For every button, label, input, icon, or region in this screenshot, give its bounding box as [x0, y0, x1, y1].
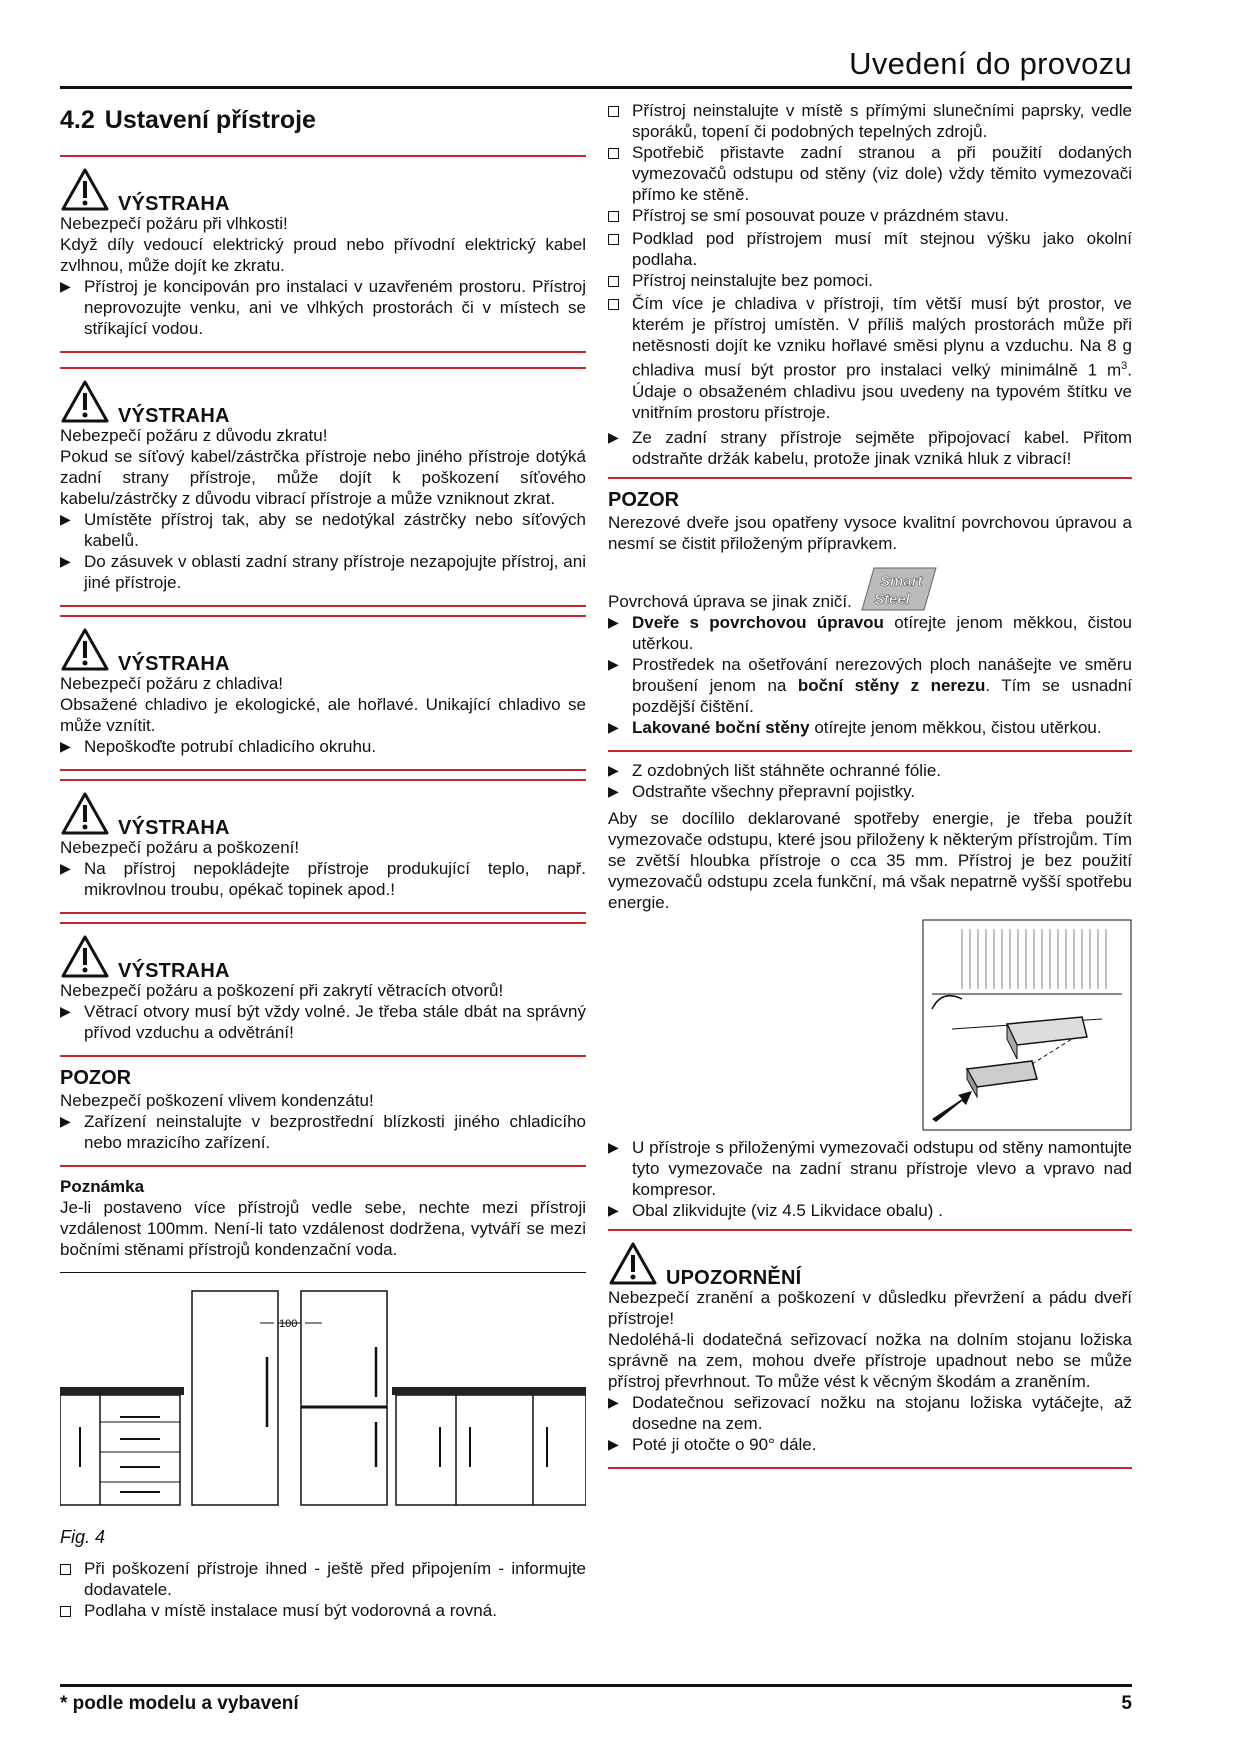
list-item: ▶ Ze zadní strany přístroje sejměte připojovací kabel. Přitom odstraňte držák kabelu, protože jinak vzniká hluk z vibrací! [608, 427, 1132, 468]
checkbox-icon [608, 234, 619, 245]
section-number: 4.2 [60, 106, 95, 134]
warning-subtitle: Nebezpečí požáru a poškození! [60, 838, 300, 857]
note-label: Poznámka [60, 1177, 145, 1196]
arrow-icon: ▶ [608, 1138, 619, 1155]
page-footer [60, 1684, 1132, 1715]
list-item: ▶ Větrací otvory musí být vždy volné. Je třeba stále dbát na správný přívod vzduchu a odvětrání! [60, 1002, 586, 1042]
arrow-icon: ▶ [608, 718, 619, 735]
notice-text: Nedoléhá-li dodatečná seřizovací nožka na dolním stojanu ložiska správně na zem, mohou dveře přístroje upadnout nebo se může přístroj převrhnout. To může vést k věcným škodám a zraněním. [608, 1329, 1132, 1391]
right-column [608, 100, 1132, 1469]
caution-subtitle: Nebezpečí poškození vlivem kondenzátu! [60, 1091, 374, 1110]
list-item: ▶ Zařízení neinstalujte v bezprostřední blízkosti jiného chladicího nebo mrazicího zařízení. [60, 1112, 586, 1152]
list-item: ▶ U přístroje s přiloženými vymezovači odstupu od stěny namontujte tyto vymezovače na zadní stranu přístroje vlevo a vpravo nad kompresor. [608, 1137, 1132, 1199]
arrow-icon: ▶ [608, 761, 619, 778]
note-text: Je-li postaveno více přístrojů vedle sebe, nechte mezi přístroji vzdálenost 100mm. Není-li tato vzdálenost dodržena, vytváří se mezi bočními stěnami přístrojů kondenzační voda. [60, 1198, 586, 1259]
checkbox-icon [60, 1606, 71, 1617]
arrow-icon: ▶ [60, 1113, 71, 1129]
list-item: ▶ Umístěte přístroj tak, aby se nedotýkal zástrčky nebo síťových kabelů. [60, 510, 586, 550]
warning-text: Obsažené chladivo je ekologické, ale hořlavé. Unikající chladivo se může vznítit. [60, 695, 586, 735]
arrow-icon: ▶ [608, 428, 619, 445]
section-title-text: Ustavení přístroje [104, 106, 316, 134]
notice-subtitle: Nebezpečí zranění a poškození v důsledku převržení a pádu dveří přístroje! [608, 1287, 1132, 1328]
caution-box: POZOR Nerezové dveře jsou opatřeny vysoce kvalitní povrchovou úpravou a nesmí se čistit přiloženým přípravkem. Povrchová úprava se jinak zničí. Smart Steel ▶ Dveře s povrchovou úpravou otírejte jenom měkkou, čistou utěrkou. ▶ Prostředek na ošetřování nerezových ploch nanášejte ve směru broušení jenom na boční stěny z nerezu. Tím se usnadní pozdější čištění. ▶ Lakované boční stěny otírejte jenom měkkou, čistou utěrkou. [608, 488, 1132, 737]
divider [608, 1467, 1132, 1469]
svg-text:Smart: Smart [880, 572, 923, 590]
list-item: ▶ Přístroj je koncipován pro instalaci v uzavřeném prostoru. Přístroj neprovozujte venku, ani ve vlhkých prostorách či v místech se stříkající vodou. [60, 277, 586, 338]
figure-caption: Fig. 4 [60, 1527, 106, 1547]
spacer-illustration [922, 919, 1132, 1131]
left-column [60, 100, 586, 1623]
warning-triangle-icon [60, 627, 110, 673]
page-number: 5 [1121, 1693, 1132, 1714]
caution-box [60, 1057, 586, 1165]
warning-box [60, 369, 586, 605]
list-item: ▶ Nepoškoďte potrubí chladicího okruhu. [60, 737, 377, 756]
warning-label: VÝSTRAHA [118, 405, 230, 427]
list-item: ▶ Do zásuvek v oblasti zadní strany přístroje nezapojujte přístroj, ani jiné přístroje. [60, 552, 586, 592]
arrow-icon: ▶ [60, 278, 71, 294]
figure-appliances [60, 1287, 586, 1517]
warning-box [60, 617, 586, 769]
warning-text: Když díly vedoucí elektrický proud nebo přívodní elektrický kabel zvlhnou, může dojít ke zkratu. [60, 235, 586, 275]
list-item: ▶ Dveře s povrchovou úpravou otírejte jenom měkkou, čistou utěrkou. [608, 612, 1132, 653]
warning-label: VÝSTRAHA [118, 960, 230, 982]
warning-label: VÝSTRAHA [118, 193, 230, 215]
arrow-icon: ▶ [60, 738, 71, 754]
svg-text:Steel: Steel [874, 590, 911, 608]
page-header [60, 30, 1132, 89]
checklist-item: Přístroj neinstalujte bez pomoci. [608, 270, 1132, 293]
caution-text: Nerezové dveře jsou opatřeny vysoce kvalitní povrchovou úpravou a nesmí se čistit přiloženým přípravkem. [608, 512, 1132, 553]
arrow-icon: ▶ [608, 1435, 619, 1452]
warning-label: VÝSTRAHA [118, 817, 230, 839]
chapter-title: Uvedení do provozu [849, 46, 1132, 81]
list-item: ▶ Obal zlikvidujte (viz 4.5 Likvidace obalu) . [608, 1200, 943, 1220]
arrow-icon: ▶ [60, 553, 71, 569]
checklist-item: Při poškození přístroje ihned - ještě před připojením - informujte dodavatele. [60, 1558, 586, 1600]
checklist-item: Spotřebič přistavte zadní stranou a při použití dodaných vymezovačů odstupu od stěny (viz dole) vždy těmito vymezovači přímo ke stěně. [608, 142, 1132, 205]
divider [60, 1272, 586, 1273]
section-title [60, 106, 586, 135]
warning-triangle-icon [60, 934, 110, 980]
warning-text: Pokud se síťový kabel/zástrčka přístroje nebo jiného přístroje dotýká zadní strany přístroje, může dojít k poškození síťového kabelu/zástrčky z důvodu vibrací přístroje a může vzniknout zkrat. [60, 447, 586, 508]
checkbox-icon [608, 106, 619, 117]
list-item: ▶ Lakované boční stěny otírejte jenom měkkou, čistou utěrkou. [608, 717, 1102, 737]
arrow-icon: ▶ [608, 613, 619, 630]
warning-box [60, 924, 586, 1055]
dimension-label: 100 [279, 1318, 298, 1330]
list-item: ▶ Prostředek na ošetřování nerezových ploch nanášejte ve směru broušení jenom na boční stěny z nerezu. Tím se usnadní pozdější čištění. [608, 654, 1132, 716]
arrow-icon: ▶ [60, 511, 71, 527]
warning-box [60, 781, 586, 912]
notice-label: UPOZORNĚNÍ [666, 1266, 802, 1289]
smart-steel-logo [860, 566, 938, 612]
warning-triangle-icon [60, 791, 110, 837]
warning-subtitle: Nebezpečí požáru při vlhkosti! [60, 214, 288, 233]
checklist-item: Podlaha v místě instalace musí být vodorovná a rovná. [60, 1600, 586, 1623]
notice-box [608, 1231, 1132, 1467]
caution-label: POZOR [60, 1067, 132, 1089]
checkbox-icon [608, 148, 619, 159]
arrow-icon: ▶ [608, 655, 619, 672]
list-item: ▶ Na přístroj nepokládejte přístroje produkující teplo, např. mikrovlnou troubu, opékač topinek apod.! [60, 859, 586, 899]
caution-label: POZOR [608, 488, 680, 511]
arrow-icon: ▶ [60, 860, 71, 876]
list-item: ▶ Dodatečnou seřizovací nožku na stojanu ložiska vytáčejte, až dosedne na zem. [608, 1392, 1132, 1433]
warning-triangle-icon [60, 167, 110, 213]
energy-text: Aby se docílilo deklarované spotřeby energie, je třeba použít vymezovače odstupu, které jsou přiloženy k některým přístrojům. Tím se zvětší hloubka přístroje o cca 35 mm. Přístroj je bez použití vymezovačů odstupu zcela funkční, má však nepatrně vyšší spotřebu energie. [608, 808, 1132, 912]
checklist-item: Přístroj se smí posouvat pouze v prázdném stavu. [608, 205, 1132, 228]
warning-subtitle: Nebezpečí požáru z chladiva! [60, 674, 284, 693]
checkbox-icon [60, 1564, 71, 1575]
list-item: ▶ Z ozdobných lišt stáhněte ochranné fólie. [608, 760, 942, 780]
arrow-icon: ▶ [608, 1393, 619, 1410]
warning-subtitle: Nebezpečí požáru a poškození při zakrytí větracích otvorů! [60, 981, 504, 1000]
warning-triangle-icon [60, 379, 110, 425]
checkbox-icon [608, 276, 619, 287]
checklist-item: Čím více je chladiva v přístroji, tím větší musí být prostor, ve kterém je přístroj umístěn. V příliš malých prostorách může při netěsnosti dojít ke vzniku hořlavé směsi plynu a vzduchu. Na 8 g chladiva musí být prostor pro instalaci velký minimálně 1 $m^3$. Údaje o obsaženém chladivu jsou uvedeny na typovém štítku ve vnitřním prostoru přístroje. [608, 293, 1132, 423]
note-box [60, 1167, 586, 1272]
arrow-icon: ▶ [608, 782, 619, 799]
checkbox-icon [608, 299, 619, 310]
list-item: ▶ Poté ji otočte o 90° dále. [608, 1434, 817, 1454]
footer-note: * podle modelu a vybavení [60, 1693, 299, 1714]
warning-triangle-icon [608, 1241, 658, 1287]
warning-subtitle: Nebezpečí požáru z důvodu zkratu! [60, 426, 328, 445]
checklist-item: Přístroj neinstalujte v místě s přímými slunečními paprsky, vedle sporáků, topení či podobných tepelných zdrojů. [608, 100, 1132, 142]
warning-box [60, 157, 586, 351]
checklist-item: Podklad pod přístrojem musí mít stejnou výšku jako okolní podlaha. [608, 228, 1132, 270]
checkbox-icon [608, 211, 619, 222]
arrow-icon: ▶ [60, 1003, 71, 1019]
warning-label: VÝSTRAHA [118, 653, 230, 675]
list-item: ▶ Odstraňte všechny přepravní pojistky. [608, 781, 916, 801]
arrow-icon: ▶ [608, 1201, 619, 1218]
